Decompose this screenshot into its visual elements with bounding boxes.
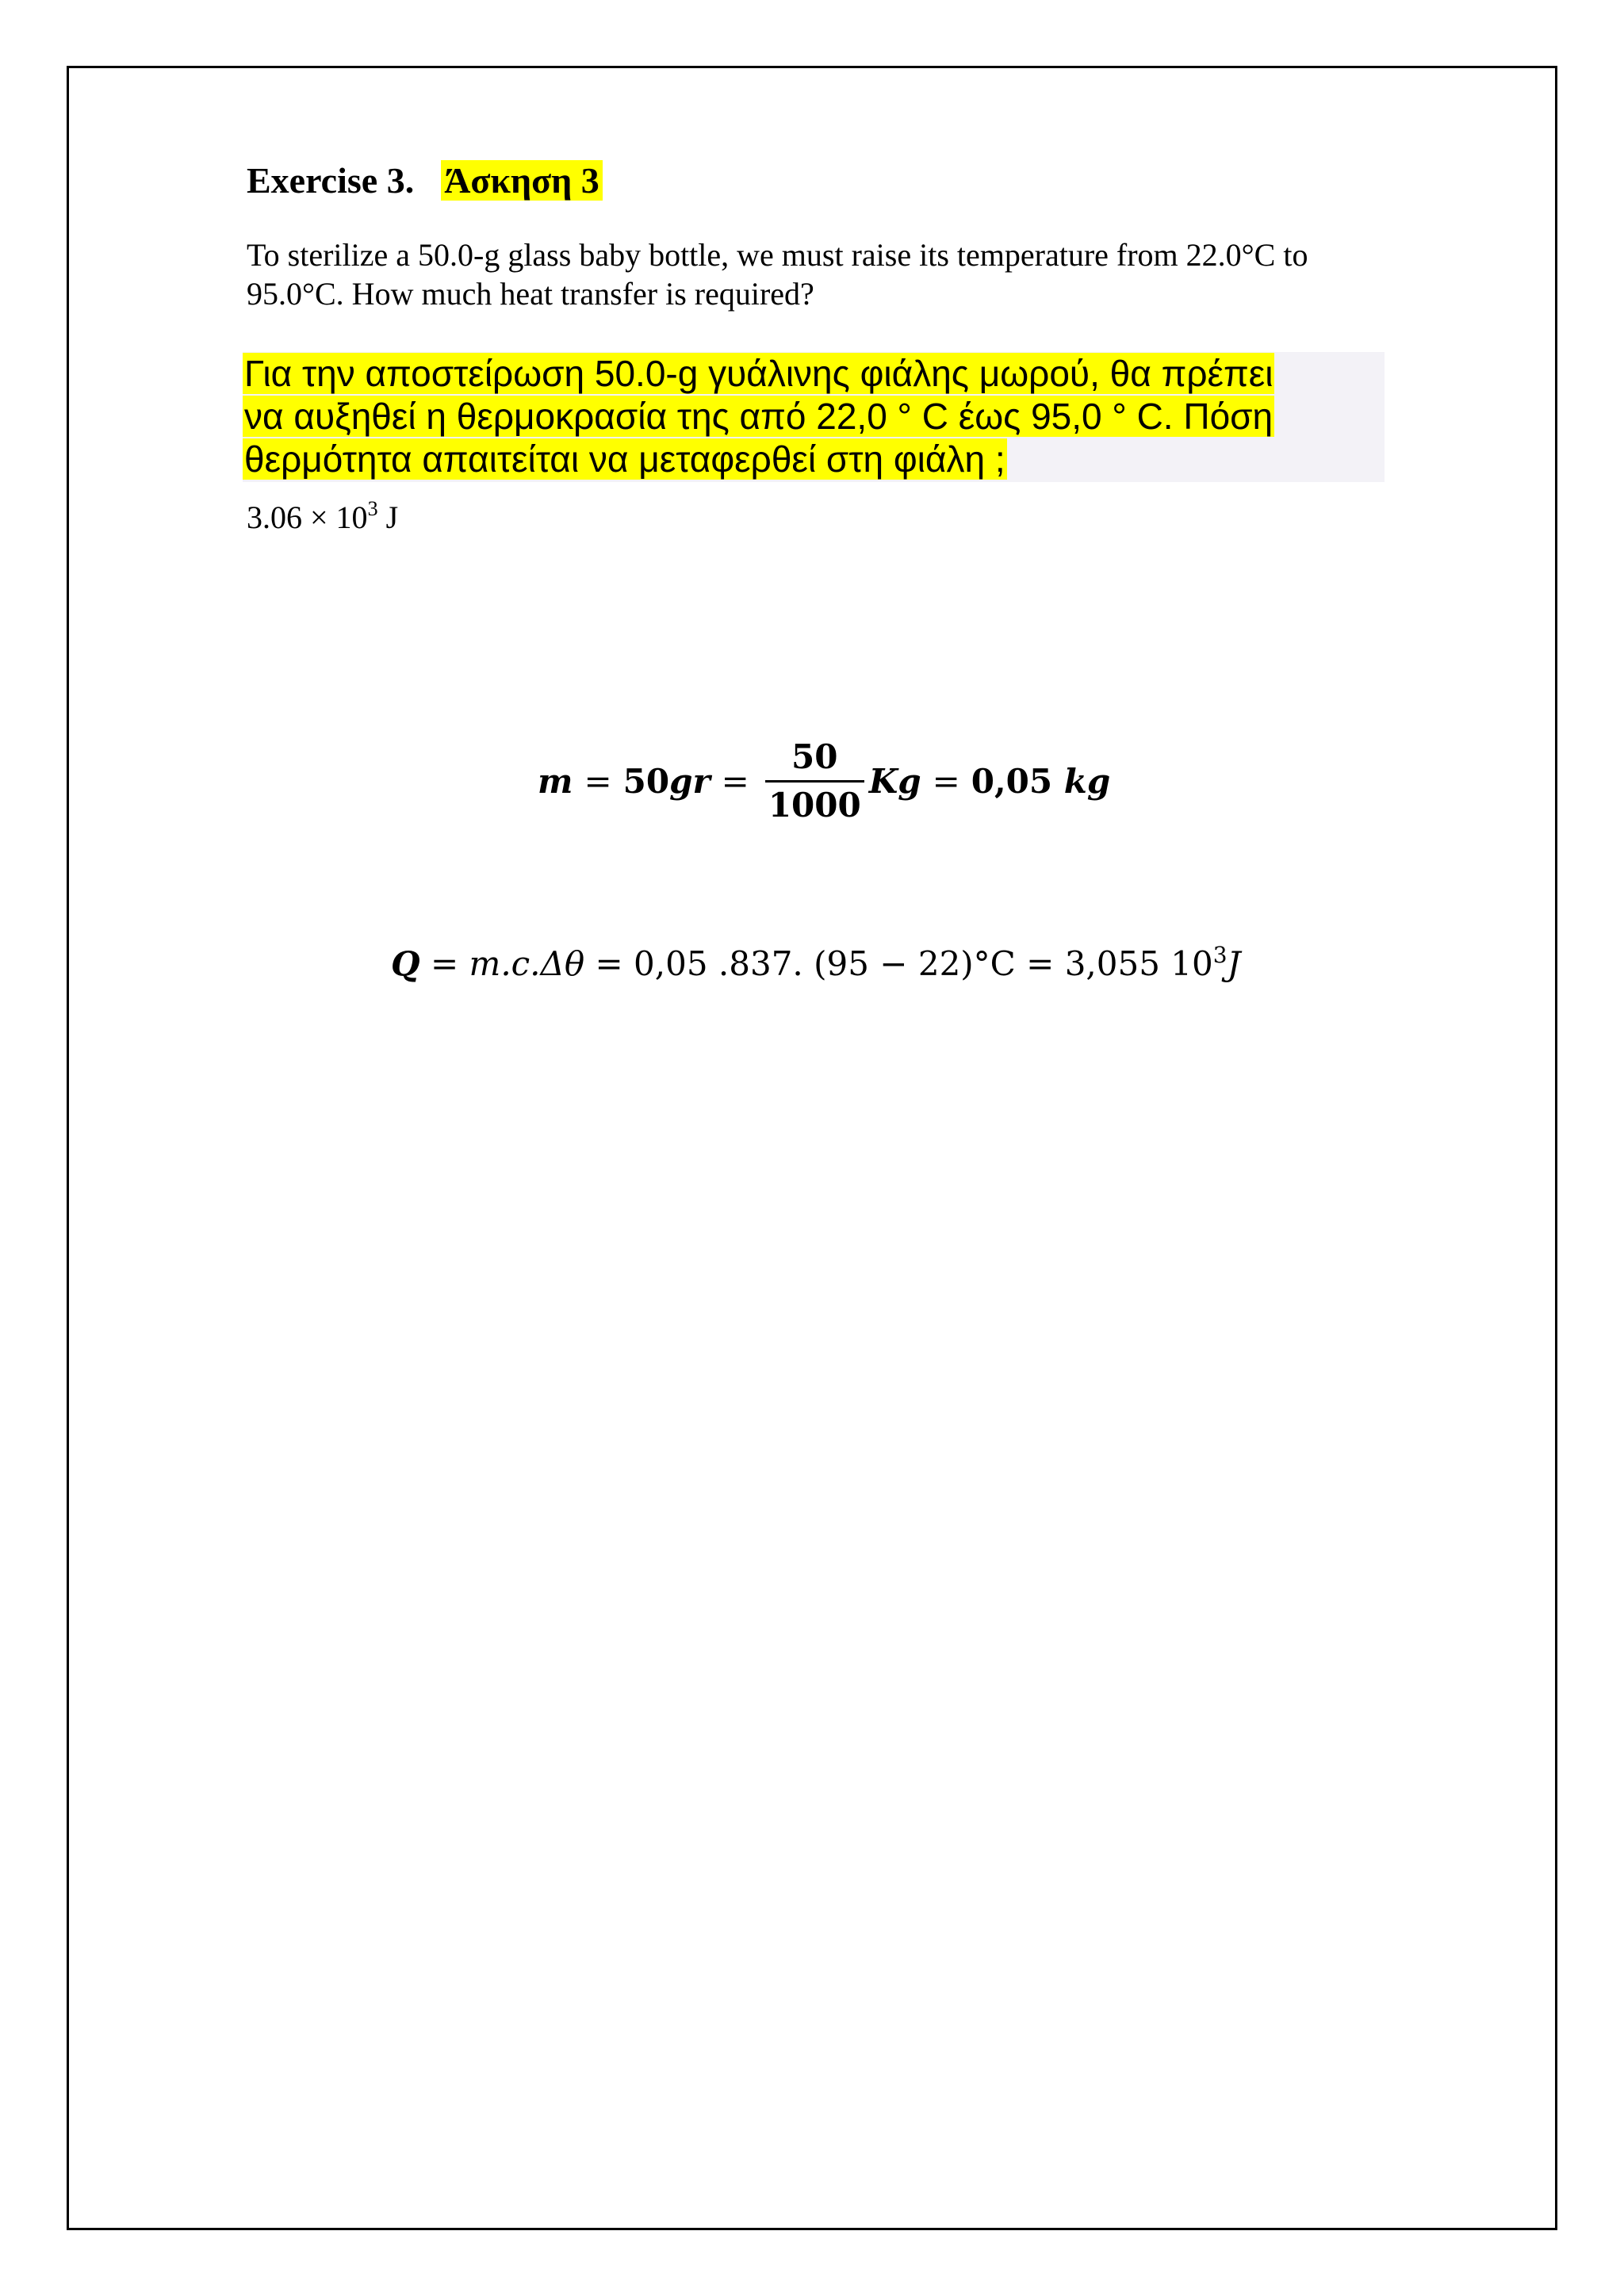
- exercise-heading-english: Exercise 3.: [247, 160, 415, 201]
- mass-result: 0,05: [971, 761, 1053, 801]
- problem-statement-english: To sterilize a 50.0-g glass baby bottle, we must raise its temperature from 22.0°C to 95.0°C. How much heat transfer is required?: [247, 237, 1308, 312]
- equals-sign: =: [584, 761, 612, 801]
- fraction-denominator: 1000: [765, 780, 864, 824]
- answer-value: [247, 498, 398, 538]
- equals-sign: =: [721, 761, 749, 801]
- heat-unit: J: [1227, 944, 1241, 983]
- problem-statement-greek: [243, 352, 1353, 480]
- mass-result-unit: kg: [1063, 761, 1111, 801]
- heat-calculation: = 0,05 .837. (95 − 22)°C = 3,055 10: [584, 944, 1213, 983]
- mass-unit-gr: gr: [669, 761, 710, 801]
- heat-formula: = m.c.Δθ: [419, 944, 585, 983]
- answer-exponent: 3: [367, 497, 378, 520]
- answer-unit: J: [377, 499, 399, 535]
- equals-sign: =: [932, 761, 960, 801]
- mass-value: 50: [622, 761, 670, 801]
- greek-line-3: θερμότητα απαιτείται να μεταφερθεί στη φιάλη ;: [244, 438, 1005, 480]
- greek-line-1: Για την αποστείρωση 50.0-g γυάλινης φιάλης μωρού, θα πρέπει: [244, 353, 1274, 394]
- exercise-heading: [247, 155, 603, 206]
- answer-mantissa: 3.06 × 10: [247, 499, 368, 535]
- exercise-heading-greek: Άσκηση 3: [441, 160, 603, 201]
- fraction-numerator: 50: [791, 737, 838, 776]
- mass-equation: [538, 733, 1110, 828]
- greek-line-2: να αυξηθεί η θερμοκρασία της από 22,0 ° C έως 95,0 ° C. Πόση: [244, 396, 1274, 437]
- heat-exponent: 3: [1212, 942, 1228, 968]
- mass-fraction: [765, 739, 864, 824]
- heat-symbol: Q: [391, 944, 420, 983]
- mass-unit-kg: Kg: [868, 761, 921, 801]
- heat-equation: [391, 940, 1240, 988]
- mass-symbol: m: [538, 761, 573, 801]
